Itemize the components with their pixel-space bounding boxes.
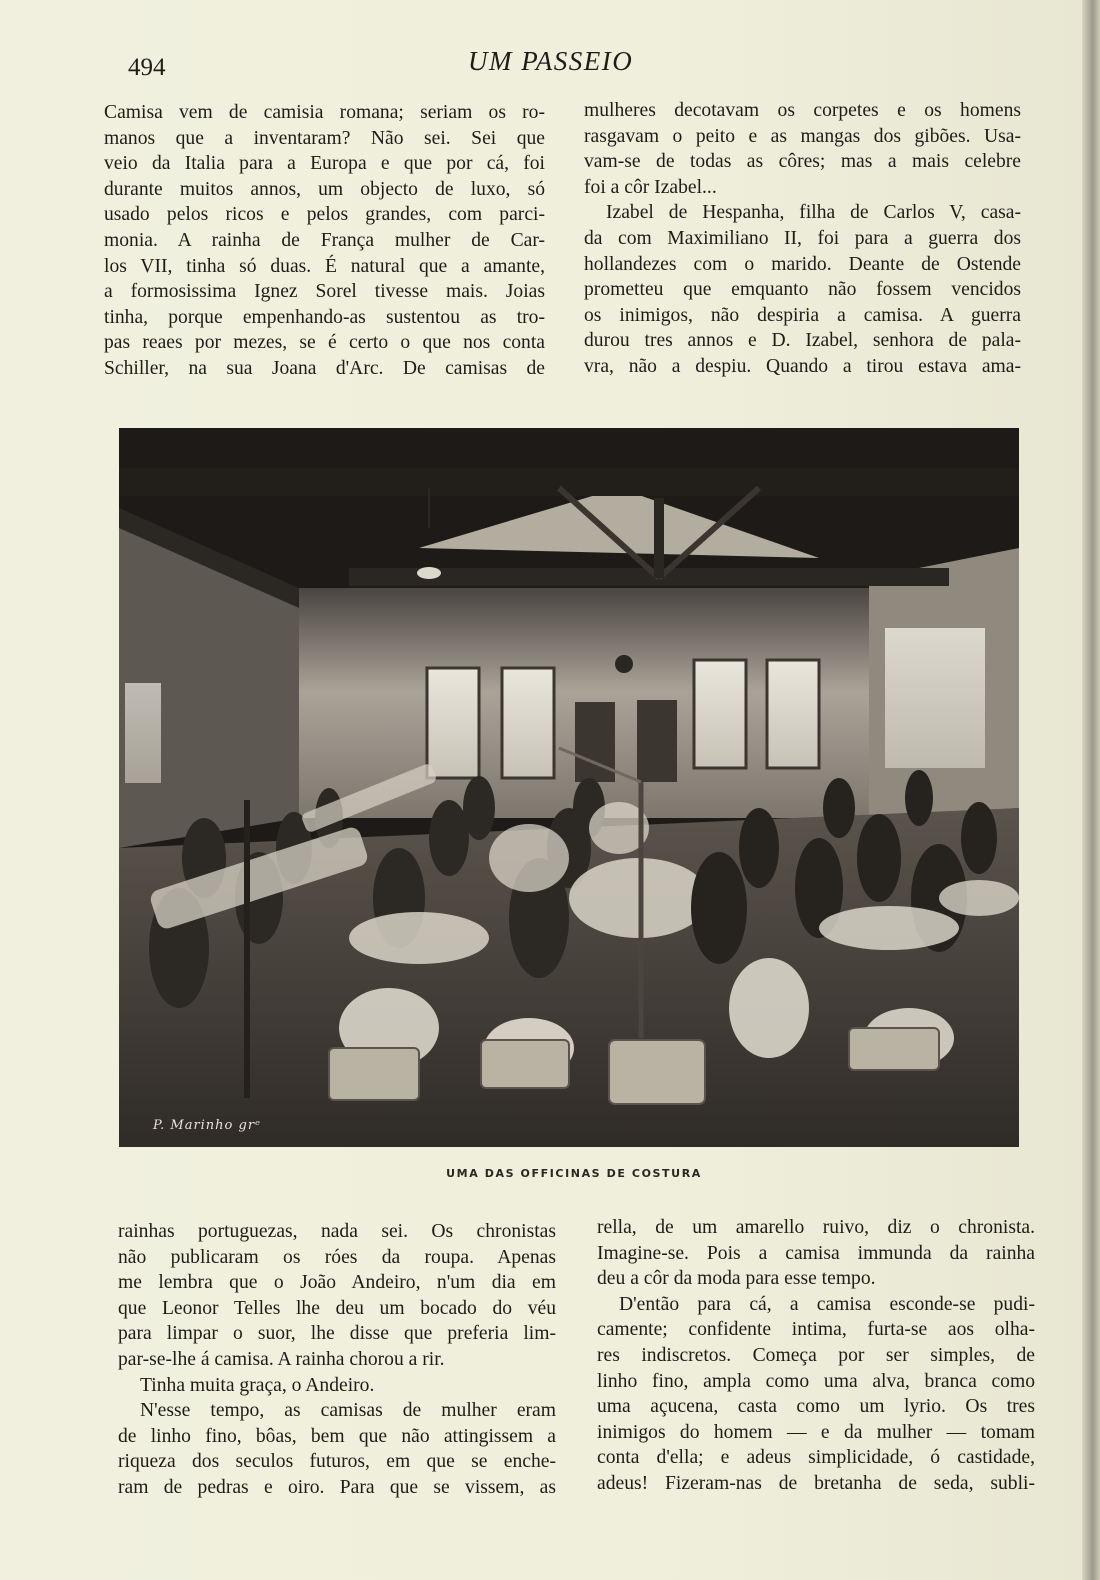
text-line: veio da Italia para a Europa e que por cá, foi	[104, 153, 545, 175]
text-line: N'esse tempo, as camisas de mulher eram	[140, 1400, 556, 1422]
running-title: UM PASSEIO	[468, 46, 634, 76]
text-line: los VII, tinha só duas. É natural que a amante,	[104, 255, 545, 277]
text-line: tinha, porque empenhando-as sustentou as tro-	[104, 306, 545, 328]
text-line: adeus! Fizeram-nas de bretanha de seda, subli-	[597, 1472, 1035, 1494]
workshop-photograph	[119, 428, 1019, 1147]
text-line: pas reaes por mezes, se é certo o que nos conta	[104, 332, 545, 354]
text-line: Tinha muita graça, o Andeiro.	[140, 1374, 375, 1396]
text-column-bottom-right	[597, 1215, 1035, 1497]
text-line: rasgavam o peito e as mangas dos gibões. Usa-	[584, 125, 1021, 147]
text-line: foi a côr Izabel...	[584, 176, 717, 198]
text-line: camente; confidente intima, furta-se aos olha-	[597, 1319, 1035, 1341]
text-line: não publicaram os róes da roupa. Apenas	[118, 1246, 556, 1268]
text-line: inimigos do homem — e da mulher — tomam	[597, 1421, 1035, 1443]
text-line: linho fino, ampla como uma alva, branca como	[597, 1370, 1035, 1392]
text-line: uma açucena, casta como um lyrio. Os tres	[597, 1396, 1035, 1418]
text-column-top-left	[104, 100, 545, 382]
text-line: da com Maximiliano II, foi para a guerra dos	[584, 227, 1021, 249]
text-line: Camisa vem de camisia romana; seriam os ro-	[104, 102, 545, 123]
text-line: que Leonor Telles lhe deu um bocado do véu	[118, 1297, 556, 1319]
text-line: manos que a inventaram? Não sei. Sei que	[104, 127, 545, 149]
text-line: usado pelos ricos e pelos grandes, com parci-	[104, 204, 545, 226]
page-edge-shadow	[1082, 0, 1100, 1580]
text-line: Izabel de Hespanha, filha de Carlos V, casa-	[606, 202, 1021, 224]
text-column-top-right	[584, 98, 1021, 380]
text-line: par-se-lhe á camisa. A rainha chorou a rir.	[118, 1348, 445, 1370]
text-line: mulheres decotavam os corpetes e os homens	[584, 100, 1021, 121]
text-line: me lembra que o João Andeiro, n'um dia em	[118, 1272, 556, 1294]
text-line: rella, de um amarello ruivo, diz o chronista.	[597, 1217, 1035, 1238]
text-line: hollandezes com o marido. Deante de Ostende	[584, 253, 1021, 275]
text-line: Schiller, na sua Joana d'Arc. De camisas de	[104, 357, 545, 379]
text-line: conta d'ella; e adeus simplicidade, ó castidade,	[597, 1447, 1035, 1469]
sewing-workshop-illustration	[119, 428, 1019, 1147]
text-line: durou tres annos e D. Izabel, senhora de pala-	[584, 330, 1021, 352]
text-line: D'então para cá, a camisa esconde-se pudi-	[619, 1293, 1035, 1315]
text-line: de linho fino, bôas, bem que não attingissem a	[118, 1425, 556, 1447]
text-line: para limpar o suor, lhe disse que preferia lim-	[118, 1323, 556, 1345]
text-line: a formosissima Ignez Sorel tivesse mais. Joias	[104, 281, 545, 303]
page-header	[0, 46, 1084, 86]
text-column-bottom-left	[118, 1219, 556, 1501]
figure-caption: UMA DAS OFFICINAS DE COSTURA	[446, 1167, 702, 1180]
text-line: durante muitos annos, um objecto de luxo, só	[104, 178, 545, 200]
text-line: vam-se de todas as côres; mas a mais celebre	[584, 151, 1021, 173]
text-line: res indiscretos. Começa por ser simples, de	[597, 1344, 1035, 1366]
text-line: deu a côr da moda para esse tempo.	[597, 1268, 876, 1290]
text-line: riqueza dos seculos futuros, em que se enche-	[118, 1451, 556, 1473]
text-line: monia. A rainha de França mulher de Car-	[104, 229, 545, 251]
text-line: os inimigos, não despiria a camisa. A guerra	[584, 304, 1021, 326]
text-line: rainhas portuguezas, nada sei. Os chronistas	[118, 1221, 556, 1242]
text-line: ram de pedras e oiro. Para que se vissem, as	[118, 1476, 556, 1498]
text-line: vra, não a despiu. Quando a tirou estava ama-	[584, 355, 1021, 377]
text-line: Imagine-se. Pois a camisa immunda da rainha	[597, 1242, 1035, 1264]
page-number: 494	[128, 54, 166, 81]
engraver-signature: P. Marinho grᵉ	[153, 1118, 262, 1133]
text-line: prometteu que emquanto não fossem vencidos	[584, 279, 1021, 301]
